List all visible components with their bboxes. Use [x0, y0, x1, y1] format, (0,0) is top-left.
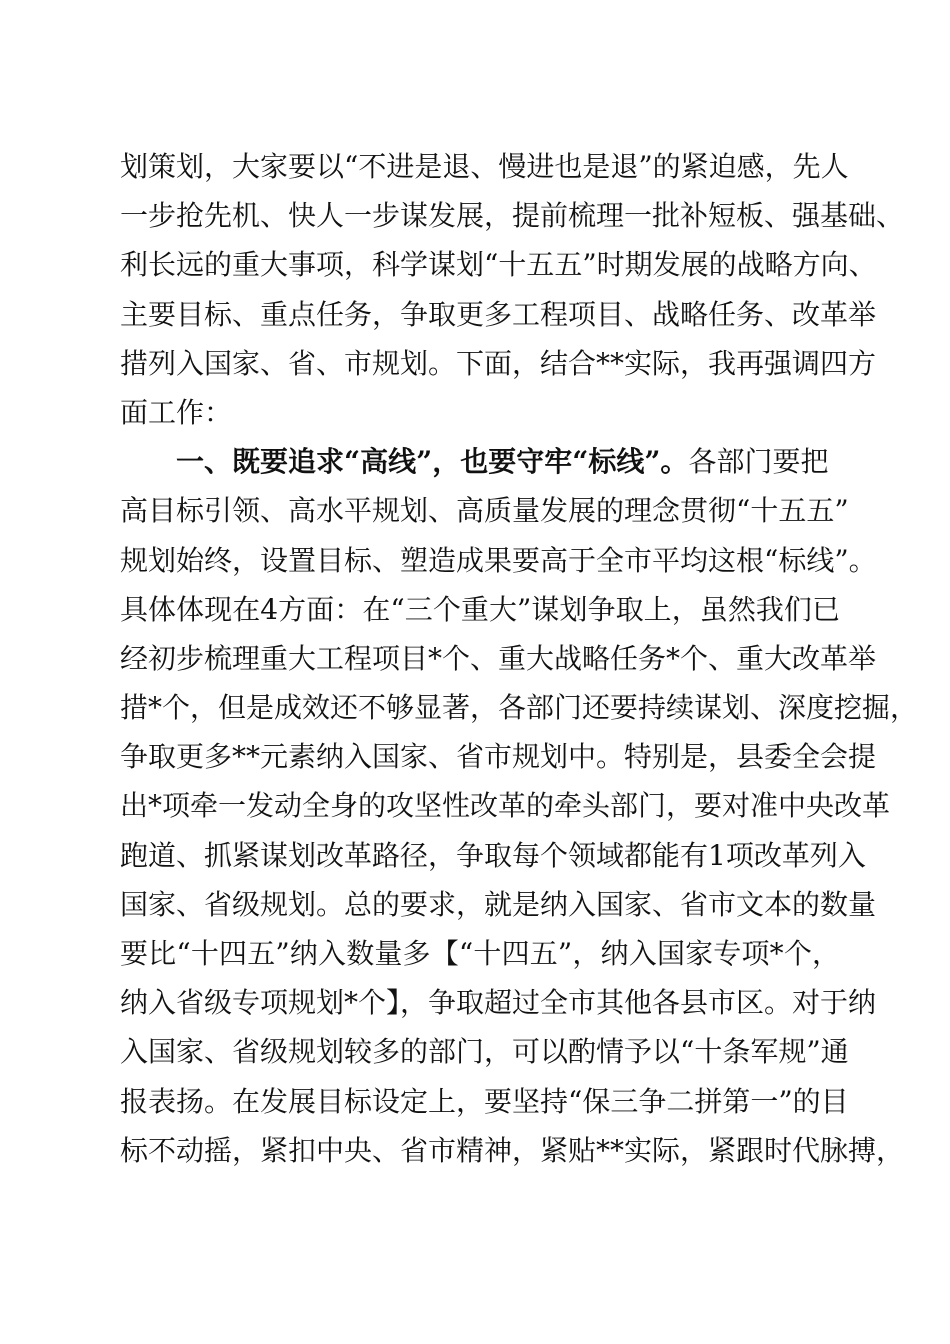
paragraph-line: 措列入国家、省、市规划。下面，结合**实际，我再强调四方 [120, 346, 877, 380]
paragraph-line: 报表扬。在发展目标设定上，要坚持“保三争二拼第一”的目 [120, 1084, 849, 1118]
paragraph-line: 入国家、省级规划较多的部门，可以酌情予以“十条军规”通 [120, 1035, 849, 1069]
paragraph-line: 划策划，大家要以“不进是退、慢进也是退”的紧迫感，先人 [120, 150, 849, 183]
section-first-line [120, 437, 840, 486]
section-first-line-text: 各部门要把 [688, 445, 829, 479]
paragraph-line: 利长远的重大事项，科学谋划“十五五”时期发展的战略方向、 [120, 248, 877, 282]
paragraph-line: 跑道、抓紧谋划改革路径，争取每个领域都能有1项改革列入 [120, 838, 866, 872]
paragraph-line: 面工作： [120, 395, 233, 429]
paragraph-line: 要比“十四五”纳入数量多【“十四五”，纳入国家专项*个， [120, 937, 840, 970]
paragraph-line: 纳入省级专项规划*个】，争取超过全市其他各县市区。对于纳 [120, 986, 877, 1020]
paragraph-line: 主要目标、重点任务，争取更多工程项目、战略任务、改革举 [120, 297, 877, 331]
document-body [120, 142, 919, 1175]
paragraph-line: 一步抢先机、快人一步谋发展，提前梳理一批补短板、强基础、 [120, 199, 905, 233]
paragraph-line: 国家、省级规划。总的要求，就是纳入国家、省市文本的数量 [120, 887, 877, 921]
paragraph-line: 高目标引领、高水平规划、高质量发展的理念贯彻“十五五” [120, 494, 849, 528]
paragraph-line: 经初步梳理重大工程项目*个、重大战略任务*个、重大改革举 [120, 641, 877, 675]
paragraph-line: 标不动摇，紧扣中央、省市精神，紧贴**实际，紧跟时代脉搏， [120, 1133, 905, 1167]
section-heading: 一、既要追求“高线”，也要守牢“标线”。 [176, 445, 689, 479]
paragraph-line: 规划始终，设置目标、塑造成果要高于全市平均这根“标线”。 [120, 543, 877, 577]
paragraph-line: 争取更多**元素纳入国家、省市规划中。特别是，县委全会提 [120, 740, 877, 774]
paragraph-line: 措*个，但是成效还不够显著，各部门还要持续谋划、深度挖掘， [120, 691, 919, 725]
paragraph-line: 出*项牵一发动全身的攻坚性改革的牵头部门，要对准中央改革 [120, 789, 891, 823]
paragraph-line: 具体体现在4方面：在“三个重大”谋划争取上，虽然我们已 [120, 592, 840, 626]
